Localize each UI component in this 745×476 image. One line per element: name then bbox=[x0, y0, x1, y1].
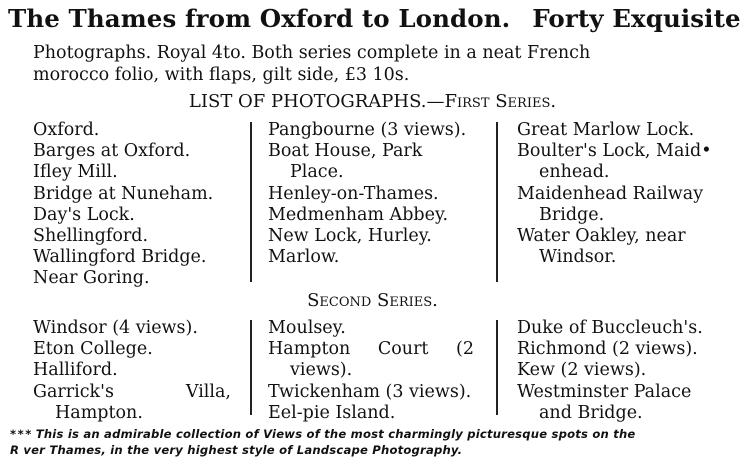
list-item-line: Boulter's Lock, Maid• bbox=[517, 141, 712, 162]
list-item: Halliford. bbox=[33, 360, 118, 381]
list-item bbox=[517, 184, 712, 226]
list-item: Moulsey. bbox=[268, 318, 346, 338]
asterism-mark: * * * bbox=[10, 427, 32, 441]
intro-text bbox=[33, 42, 738, 86]
list-item: New Lock, Hurley. bbox=[268, 226, 432, 247]
list-item-continuation: Place. bbox=[290, 162, 344, 183]
intro-line: morocco folio, with flaps, gilt side, £3 10s. bbox=[33, 65, 410, 85]
list-item-word: Hampton bbox=[268, 339, 351, 360]
list-heading: LIST OF PHOTOGRAPHS.— bbox=[188, 91, 445, 112]
list-item: Day's Lock. bbox=[33, 204, 135, 225]
first-series-column-3 bbox=[517, 120, 712, 268]
footnote-line: R ver Thames, in the very highest style of Landscape Photography. bbox=[10, 443, 463, 457]
list-item: Wallingford Bridge. bbox=[33, 247, 207, 268]
footnote bbox=[10, 426, 740, 458]
list-item bbox=[517, 226, 712, 268]
list-item: Eton College. bbox=[33, 339, 153, 360]
second-series-column-2 bbox=[268, 318, 474, 424]
list-item: Bridge at Nuneham. bbox=[33, 183, 214, 204]
list-item: Barges at Oxford. bbox=[33, 141, 191, 162]
page-title bbox=[8, 4, 741, 33]
column-divider bbox=[496, 122, 498, 282]
title-sub: Forty Exquisite bbox=[532, 4, 741, 33]
list-item-line bbox=[268, 339, 474, 360]
list-item-continuation: Windsor. bbox=[539, 247, 617, 268]
list-item-continuation: Hampton. bbox=[55, 402, 143, 423]
list-item: Pangbourne (3 views). bbox=[268, 120, 467, 140]
first-series-column-2 bbox=[268, 120, 466, 268]
list-item: Twickenham (3 views). bbox=[268, 381, 472, 402]
list-item: Oxford. bbox=[33, 120, 100, 140]
list-item-continuation: enhead. bbox=[539, 162, 610, 183]
list-item-line: Water Oakley, near bbox=[517, 226, 686, 247]
list-item-continuation: views). bbox=[290, 360, 353, 381]
list-item bbox=[268, 339, 474, 381]
list-item: Kew (2 views). bbox=[517, 360, 647, 381]
column-divider bbox=[250, 320, 252, 415]
list-item: Medmenham Abbey. bbox=[268, 204, 449, 225]
list-item bbox=[33, 382, 231, 424]
list-item: Ifley Mill. bbox=[33, 162, 118, 183]
series-label: Second Series. bbox=[307, 290, 438, 311]
first-series-heading bbox=[0, 91, 745, 112]
list-item-continuation: Bridge. bbox=[539, 204, 605, 225]
list-item-line bbox=[33, 382, 231, 403]
column-divider bbox=[250, 122, 252, 282]
list-item-word: Villa, bbox=[185, 381, 231, 402]
list-item: Duke of Buccleuch's. bbox=[517, 318, 703, 338]
list-item: Great Marlow Lock. bbox=[517, 120, 695, 140]
column-divider bbox=[496, 320, 498, 415]
list-item-word: (2 bbox=[456, 339, 474, 360]
list-item-line: Maidenhead Railway bbox=[517, 183, 704, 204]
second-series-column-3 bbox=[517, 318, 703, 424]
list-item-line: Boat House, Park bbox=[268, 141, 423, 162]
footnote-line bbox=[10, 426, 740, 442]
first-series-column-1 bbox=[33, 120, 213, 290]
list-item: Near Goring. bbox=[33, 268, 150, 289]
list-item bbox=[517, 141, 712, 183]
list-item: Richmond (2 views). bbox=[517, 339, 698, 360]
list-item: Shellingford. bbox=[33, 226, 149, 247]
list-item-line: Westminster Palace bbox=[517, 381, 692, 402]
list-item: Windsor (4 views). bbox=[33, 318, 198, 338]
list-item-word: Court bbox=[377, 339, 429, 360]
list-item bbox=[268, 141, 466, 183]
footnote-text: This is an admirable collection of Views of the most charmingly picturesque spots on the bbox=[35, 427, 636, 441]
intro-line: Photographs. Royal 4to. Both series complete in a neat French bbox=[33, 43, 591, 63]
list-item: Eel-pie Island. bbox=[268, 402, 396, 423]
list-item-word: Garrick's bbox=[33, 381, 114, 402]
list-item: Henley-on-Thames. bbox=[268, 183, 439, 204]
list-item bbox=[517, 382, 703, 424]
second-series-column-1 bbox=[33, 318, 231, 424]
title-main: The Thames from Oxford to London. bbox=[8, 4, 511, 33]
series-label: First Series. bbox=[444, 91, 557, 112]
list-item: Marlow. bbox=[268, 247, 340, 268]
second-series-heading bbox=[0, 290, 745, 311]
list-item-continuation: and Bridge. bbox=[539, 402, 643, 423]
